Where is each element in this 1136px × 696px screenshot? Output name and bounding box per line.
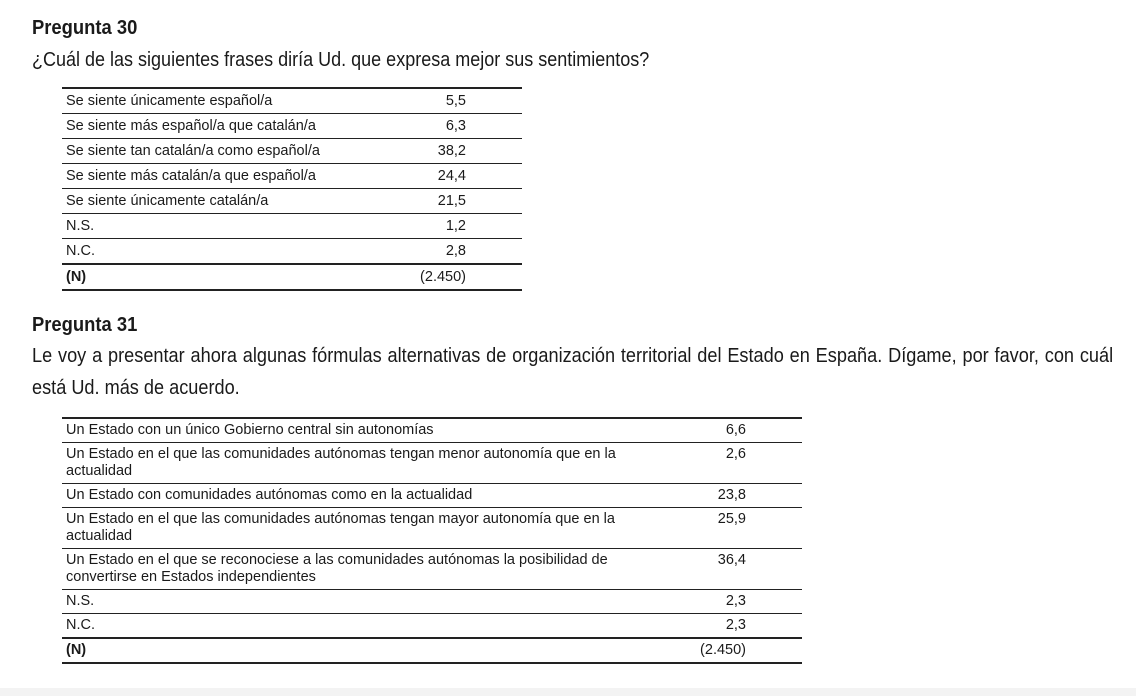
- table-row: [62, 614, 802, 639]
- table-row: [62, 418, 802, 443]
- row-label: N.C.: [62, 239, 390, 265]
- table-row: [62, 549, 802, 590]
- row-value: 6,3: [390, 114, 523, 139]
- question-30-title: Pregunta 30: [32, 17, 138, 39]
- question-30-results-table: [62, 87, 522, 291]
- row-value: 2,6: [650, 443, 802, 484]
- question-31-title: Pregunta 31: [32, 314, 138, 336]
- row-value: 5,5: [390, 88, 523, 114]
- total-label: (N): [62, 264, 390, 290]
- page-bottom-edge: [0, 688, 1136, 696]
- table-row: [62, 443, 802, 484]
- table-row: [62, 239, 522, 265]
- row-label: Se siente más catalán/a que español/a: [62, 164, 390, 189]
- row-label: Se siente únicamente español/a: [62, 88, 390, 114]
- row-label: Un Estado en el que se reconociese a las comunidades autónomas la posibilidad de convertirse en Estados independientes: [62, 549, 650, 590]
- question-31-text: Le voy a presentar ahora algunas fórmulas alternativas de organización territorial del Estado en España. Dígame, por favor, con cuál está Ud. más de acuerdo.: [32, 345, 1114, 399]
- row-label: Se siente tan catalán/a como español/a: [62, 139, 390, 164]
- total-row: [62, 264, 522, 290]
- row-value: 6,6: [650, 418, 802, 443]
- row-label: N.C.: [62, 614, 650, 639]
- table-row: [62, 189, 522, 214]
- row-value: 24,4: [390, 164, 523, 189]
- row-label: Un Estado con comunidades autónomas como en la actualidad: [62, 484, 650, 508]
- row-value: 2,3: [650, 614, 802, 639]
- row-value: 23,8: [650, 484, 802, 508]
- row-label: Un Estado con un único Gobierno central sin autonomías: [62, 418, 650, 443]
- total-label: (N): [62, 638, 650, 663]
- row-label: Se siente más español/a que catalán/a: [62, 114, 390, 139]
- table-row: [62, 139, 522, 164]
- row-label: Se siente únicamente catalán/a: [62, 189, 390, 214]
- row-label: Un Estado en el que las comunidades autónomas tengan menor autonomía que en la actualidad: [62, 443, 650, 484]
- row-value: 21,5: [390, 189, 523, 214]
- table-row: [62, 114, 522, 139]
- table-row: [62, 484, 802, 508]
- row-value: 2,3: [650, 590, 802, 614]
- table-row: [62, 214, 522, 239]
- table-row: [62, 88, 522, 114]
- row-label: N.S.: [62, 214, 390, 239]
- row-value: 25,9: [650, 508, 802, 549]
- table-row: [62, 164, 522, 189]
- row-value: 36,4: [650, 549, 802, 590]
- row-label: Un Estado en el que las comunidades autónomas tengan mayor autonomía que en la actualidad: [62, 508, 650, 549]
- row-value: 38,2: [390, 139, 523, 164]
- row-value: 1,2: [390, 214, 523, 239]
- total-value: (2.450): [390, 264, 523, 290]
- question-31-results-table: [62, 417, 802, 664]
- total-value: (2.450): [650, 638, 802, 663]
- row-value: 2,8: [390, 239, 523, 265]
- total-row: [62, 638, 802, 663]
- row-label: N.S.: [62, 590, 650, 614]
- table-row: [62, 508, 802, 549]
- question-30-text: ¿Cuál de las siguientes frases diría Ud. que expresa mejor sus sentimientos?: [32, 49, 650, 71]
- table-row: [62, 590, 802, 614]
